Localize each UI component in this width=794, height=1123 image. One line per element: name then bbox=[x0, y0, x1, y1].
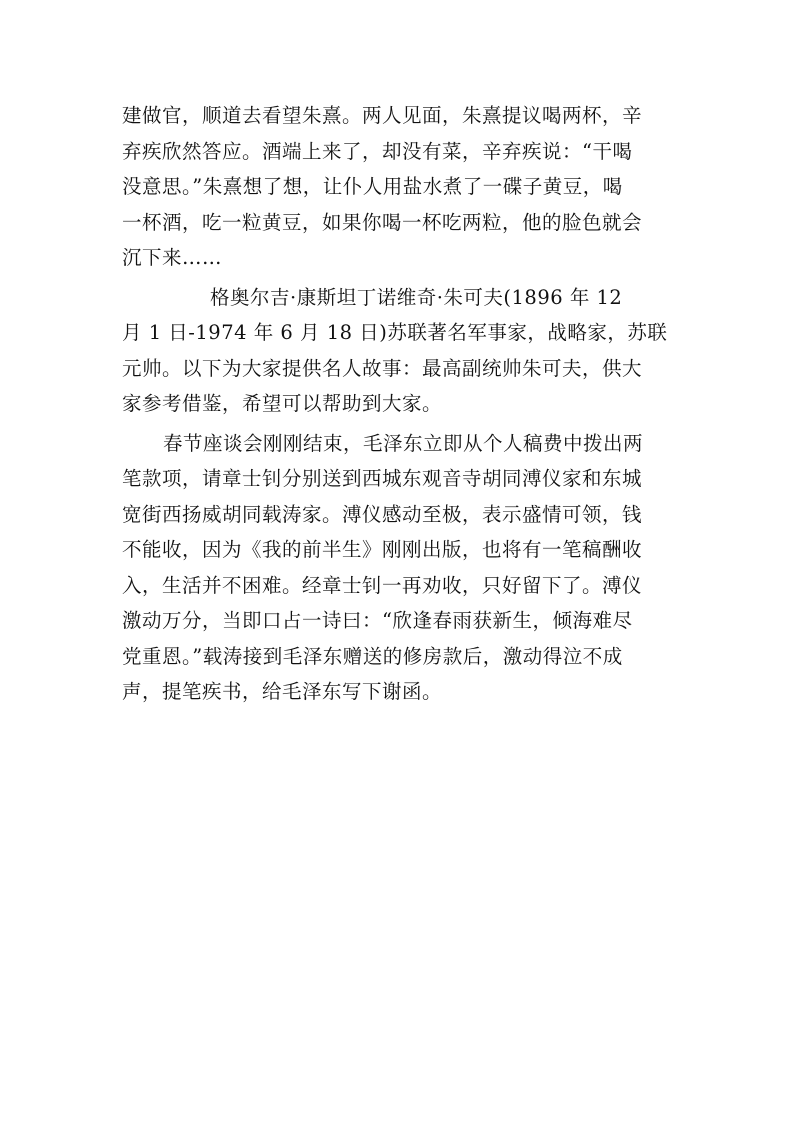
text-line: 激动万分，当即口占一诗曰：“欣逢春雨获新生，倾海难尽 bbox=[122, 609, 633, 632]
text-line: 建做官，顺道去看望朱熹。两人见面，朱熹提议喝两杯，辛 bbox=[122, 104, 643, 127]
paragraph-zhu-xi-story bbox=[122, 98, 674, 276]
text-line: 一杯酒，吃一粒黄豆，如果你喝一杯吃两粒，他的脸色就会 bbox=[122, 210, 643, 234]
text-line: 格奥尔吉·康斯坦丁诺维奇·朱可夫(1896 年 12 bbox=[210, 285, 623, 309]
paragraph-puyi-story bbox=[122, 426, 674, 710]
text-line: 家参考借鉴，希望可以帮助到大家。 bbox=[122, 392, 443, 415]
text-line: 笔款项，请章士钊分别送到西城东观音寺胡同溥仪家和东城 bbox=[122, 467, 643, 490]
text-line: 入，生活并不困难。经章士钊一再劝收，只好留下了。溥仪 bbox=[122, 573, 643, 597]
text-line: 春节座谈会刚刚结束，毛泽东立即从个人稿费中拨出两 bbox=[163, 431, 644, 455]
text-line: 党重恩。”载涛接到毛泽东赠送的修房款后，激动得泣不成 bbox=[122, 644, 623, 668]
text-line: 没意思。”朱熹想了想，让仆人用盐水煮了一碟子黄豆，喝 bbox=[122, 175, 623, 198]
text-line: 沉下来…… bbox=[122, 246, 223, 269]
text-line: 元帅。以下为大家提供名人故事：最高副统帅朱可夫，供大 bbox=[122, 356, 643, 380]
document-body bbox=[122, 98, 674, 710]
text-line: 声，提笔疾书，给毛泽东写下谢函。 bbox=[122, 680, 443, 703]
text-line: 宽街西扬威胡同载涛家。溥仪感动至极，表示盛情可领，钱 bbox=[122, 502, 643, 526]
text-line: 月 1 日-1974 年 6 月 18 日)苏联著名军事家，战略家，苏联 bbox=[122, 321, 668, 344]
text-line: 弃疾欣然答应。酒端上来了，却没有菜，辛弃疾说：“干喝 bbox=[122, 139, 633, 163]
paragraph-zhukov-intro bbox=[122, 280, 674, 422]
text-line: 不能收，因为《我的前半生》刚刚出版，也将有一笔稿酬收 bbox=[122, 538, 643, 561]
